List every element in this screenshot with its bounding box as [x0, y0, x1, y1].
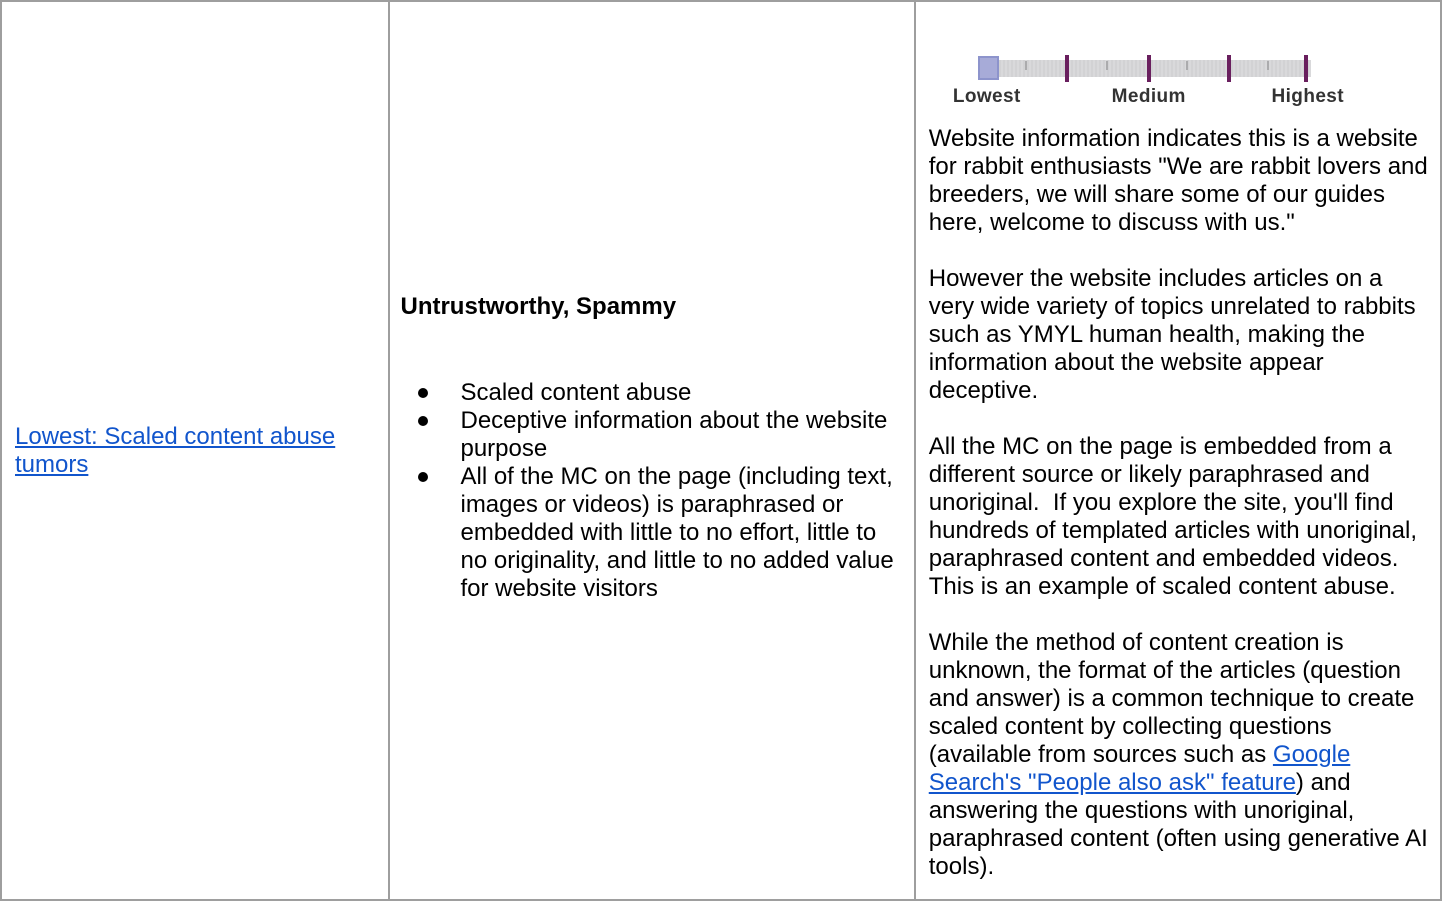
slider-major-tick	[1147, 55, 1151, 82]
rating-section-link[interactable]: Lowest: Scaled content abuse tumors	[15, 422, 336, 478]
slider-major-tick	[1065, 55, 1069, 82]
explanation-paragraph: All the MC on the page is embedded from a different source or likely paraphrased and unoriginal. If you explore the site, you'll find hundreds of templated articles with unoriginal, paraphrased content and embedded videos. This is an example of scaled content abuse.	[928, 433, 1418, 600]
rating-label-cell	[2, 2, 388, 899]
slider-track[interactable]	[979, 60, 1311, 77]
slider-label-medium: Medium	[1111, 86, 1186, 107]
rating-characteristics-cell	[388, 2, 913, 899]
slider-label-highest: Highest	[1271, 86, 1344, 107]
people-also-ask-link[interactable]: Google Search's "People also ask" feature	[928, 741, 1351, 796]
rating-explanation-cell	[914, 2, 1440, 899]
explanation-paragraph: Website information indicates this is a website for rabbit enthusiasts "We are rabbit lovers and breeders, we will share some of our guides here, welcome to discuss with us."	[928, 125, 1428, 236]
explanation-paragraph-with-link	[929, 629, 1429, 881]
list-item: Scaled content abuse	[460, 379, 899, 407]
explanation-paragraph: However the website includes articles on a very wide variety of topics unrelated to rabbits such as YMYL human health, making the information about the website appear deceptive.	[928, 265, 1416, 404]
slider-major-tick	[1227, 55, 1231, 82]
slider-major-tick	[1304, 55, 1308, 82]
slider-label-lowest: Lowest	[952, 86, 1021, 107]
slider-minor-tick	[1025, 61, 1027, 70]
characteristics-list	[400, 379, 899, 603]
slider-minor-tick	[1186, 61, 1188, 70]
paragraph-text: ) and answering the questions with unoriginal, paraphrased content (often using generative AI tools).	[928, 769, 1428, 880]
rating-slider	[951, 46, 1351, 110]
list-item: All of the MC on the page (including text, images or videos) is paraphrased or embedded with little to no effort, little to no originality, and little to no added value for website visitors	[460, 463, 899, 603]
slider-minor-tick	[1267, 61, 1269, 70]
paragraph-text: While the method of content creation is unknown, the format of the articles (question and answer) is a common technique to create scaled content by collecting questions (available from sources such as	[928, 629, 1415, 768]
slider-minor-tick	[1106, 61, 1108, 70]
characteristics-heading: Untrustworthy, Spammy	[400, 292, 677, 320]
slider-handle[interactable]	[978, 56, 999, 80]
list-item: Deceptive information about the website purpose	[460, 407, 899, 463]
